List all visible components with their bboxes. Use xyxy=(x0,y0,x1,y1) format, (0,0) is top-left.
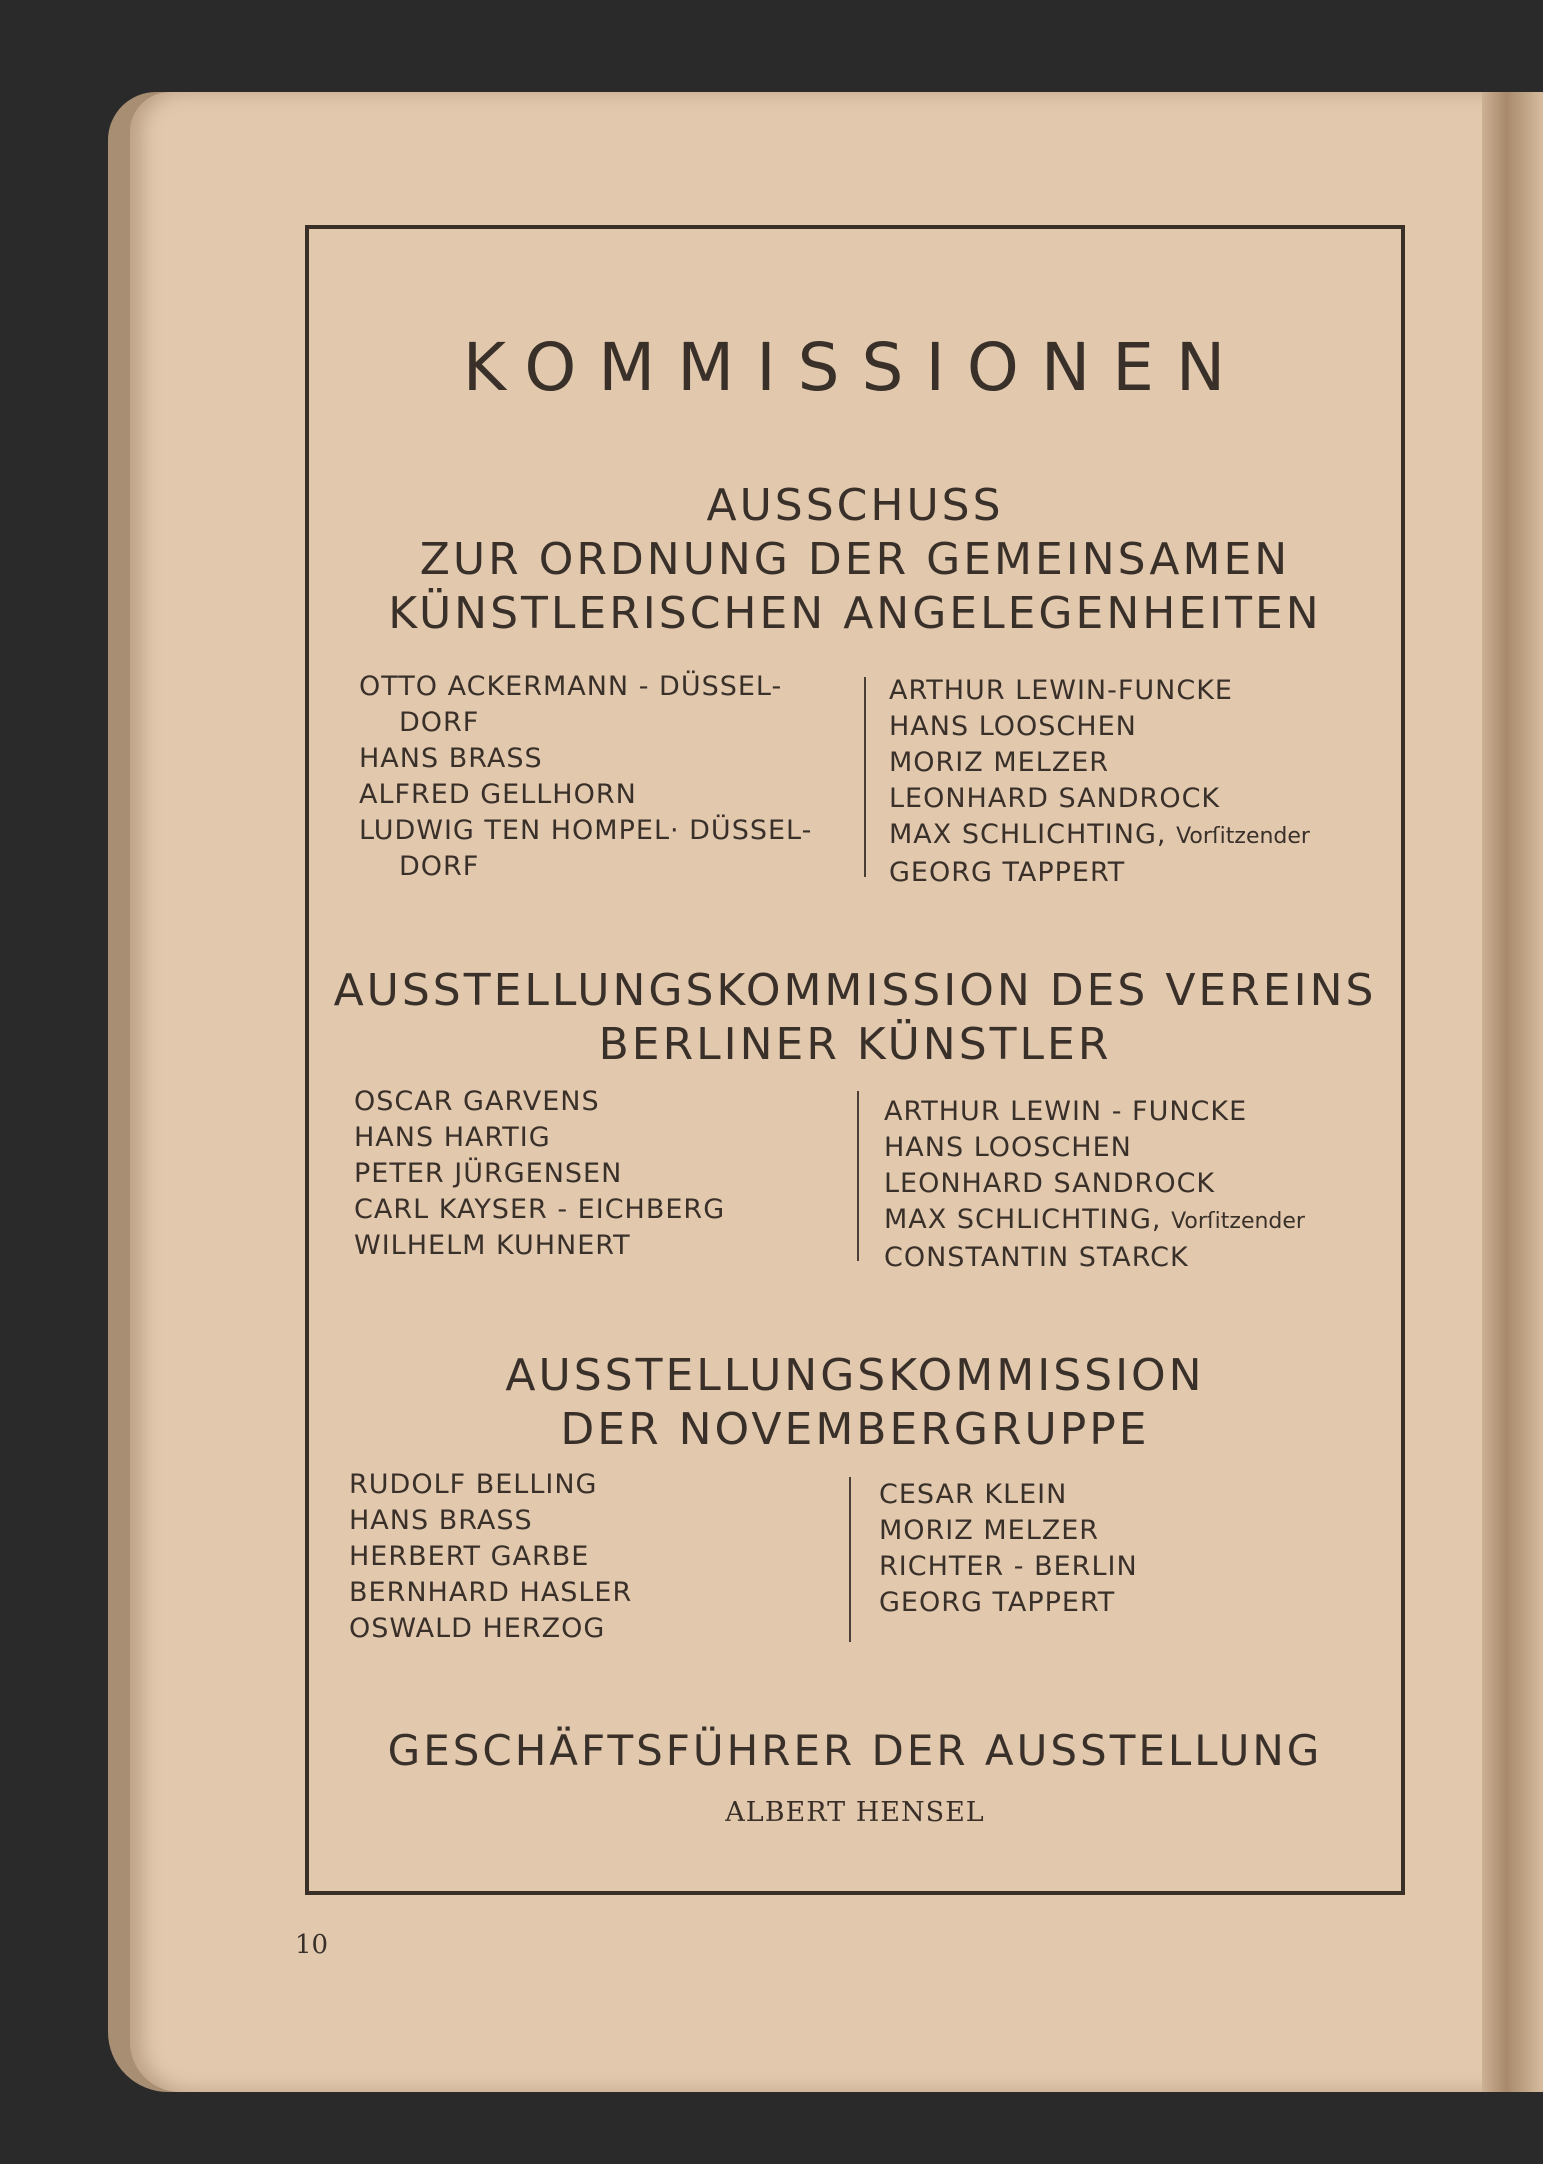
list-item: PETER JÜRGENSEN xyxy=(354,1158,623,1189)
section-2-left-column xyxy=(354,1084,725,1264)
list-item: ARTHUR LEWIN - FUNCKE xyxy=(884,1096,1248,1127)
section-1-heading xyxy=(309,479,1401,641)
list-item: DORF xyxy=(399,707,480,738)
list-item: MORIZ MELZER xyxy=(889,747,1110,778)
page-number: 10 xyxy=(295,1930,329,1960)
list-item: HERBERT GARBE xyxy=(349,1541,590,1572)
section-3-heading-line-1: AUSSTELLUNGSKOMMISSION xyxy=(505,1350,1205,1401)
list-item: OSWALD HERZOG xyxy=(349,1613,606,1644)
list-item: WILHELM KUHNERT xyxy=(354,1230,631,1261)
section-3-heading xyxy=(309,1349,1401,1457)
list-item: DORF xyxy=(399,851,480,882)
section-2-heading xyxy=(309,964,1401,1072)
list-item: LUDWIG TEN HOMPEL· DÜSSEL- xyxy=(359,815,813,846)
list-item xyxy=(889,817,1310,855)
list-item: ALFRED GELLHORN xyxy=(359,779,637,810)
list-item: MORIZ MELZER xyxy=(879,1515,1100,1546)
section-1-heading-line-2: ZUR ORDNUNG DER GEMEINSAMEN xyxy=(419,534,1291,585)
section-1-left-column xyxy=(359,669,812,885)
list-item: CONSTANTIN STARCK xyxy=(884,1242,1189,1273)
list-item-name: MAX SCHLICHTING, xyxy=(889,819,1167,850)
list-item: ARTHUR LEWIN-FUNCKE xyxy=(889,675,1233,706)
list-item: HANS LOOSCHEN xyxy=(889,711,1137,742)
manager-name: ALBERT HENSEL xyxy=(725,1797,985,1828)
section-3-right-column xyxy=(879,1477,1138,1621)
list-item: HANS LOOSCHEN xyxy=(884,1132,1132,1163)
list-item: LEONHARD SANDROCK xyxy=(889,783,1221,814)
list-item: BERNHARD HASLER xyxy=(349,1577,633,1608)
list-item: HANS HARTIG xyxy=(354,1122,551,1153)
chair-note: Vorſitzender xyxy=(1176,824,1310,849)
column-divider xyxy=(857,1091,859,1261)
list-item: HANS BRASS xyxy=(349,1505,533,1536)
section-3-heading-line-2: DER NOVEMBERGRUPPE xyxy=(560,1404,1150,1455)
list-item: OTTO ACKERMANN - DÜSSEL- xyxy=(359,671,783,702)
section-2-heading-line-1: AUSSTELLUNGSKOMMISSION DES VEREINS xyxy=(333,965,1377,1016)
section-1-heading-line-1: AUSSCHUSS xyxy=(706,480,1004,531)
section-1-heading-line-3: KÜNSTLERISCHEN ANGELEGENHEITEN xyxy=(388,588,1322,639)
list-item: HANS BRASS xyxy=(359,743,543,774)
section-3-left-column xyxy=(349,1467,632,1647)
list-item: OSCAR GARVENS xyxy=(354,1086,600,1117)
list-item xyxy=(884,1202,1305,1240)
section-1-right-column xyxy=(889,673,1310,891)
book-spine xyxy=(1482,92,1543,2092)
list-item: GEORG TAPPERT xyxy=(879,1587,1116,1618)
list-item: RUDOLF BELLING xyxy=(349,1469,598,1500)
column-divider xyxy=(864,677,866,877)
list-item: CESAR KLEIN xyxy=(879,1479,1068,1510)
list-item: GEORG TAPPERT xyxy=(889,857,1126,888)
list-item: CARL KAYSER - EICHBERG xyxy=(354,1194,726,1225)
chair-note: Vorſitzender xyxy=(1171,1209,1305,1234)
manager-heading: GESCHÄFTSFÜHRER DER AUSSTELLUNG xyxy=(387,1726,1323,1775)
list-item: LEONHARD SANDROCK xyxy=(884,1168,1216,1199)
section-2-right-column xyxy=(884,1094,1305,1276)
list-item-name: MAX SCHLICHTING, xyxy=(884,1204,1162,1235)
page-title: KOMMISSIONEN xyxy=(462,329,1248,406)
list-item: RICHTER - BERLIN xyxy=(879,1551,1138,1582)
content-frame xyxy=(305,225,1405,1895)
section-2-heading-line-2: BERLINER KÜNSTLER xyxy=(598,1019,1112,1070)
column-divider xyxy=(849,1477,851,1642)
